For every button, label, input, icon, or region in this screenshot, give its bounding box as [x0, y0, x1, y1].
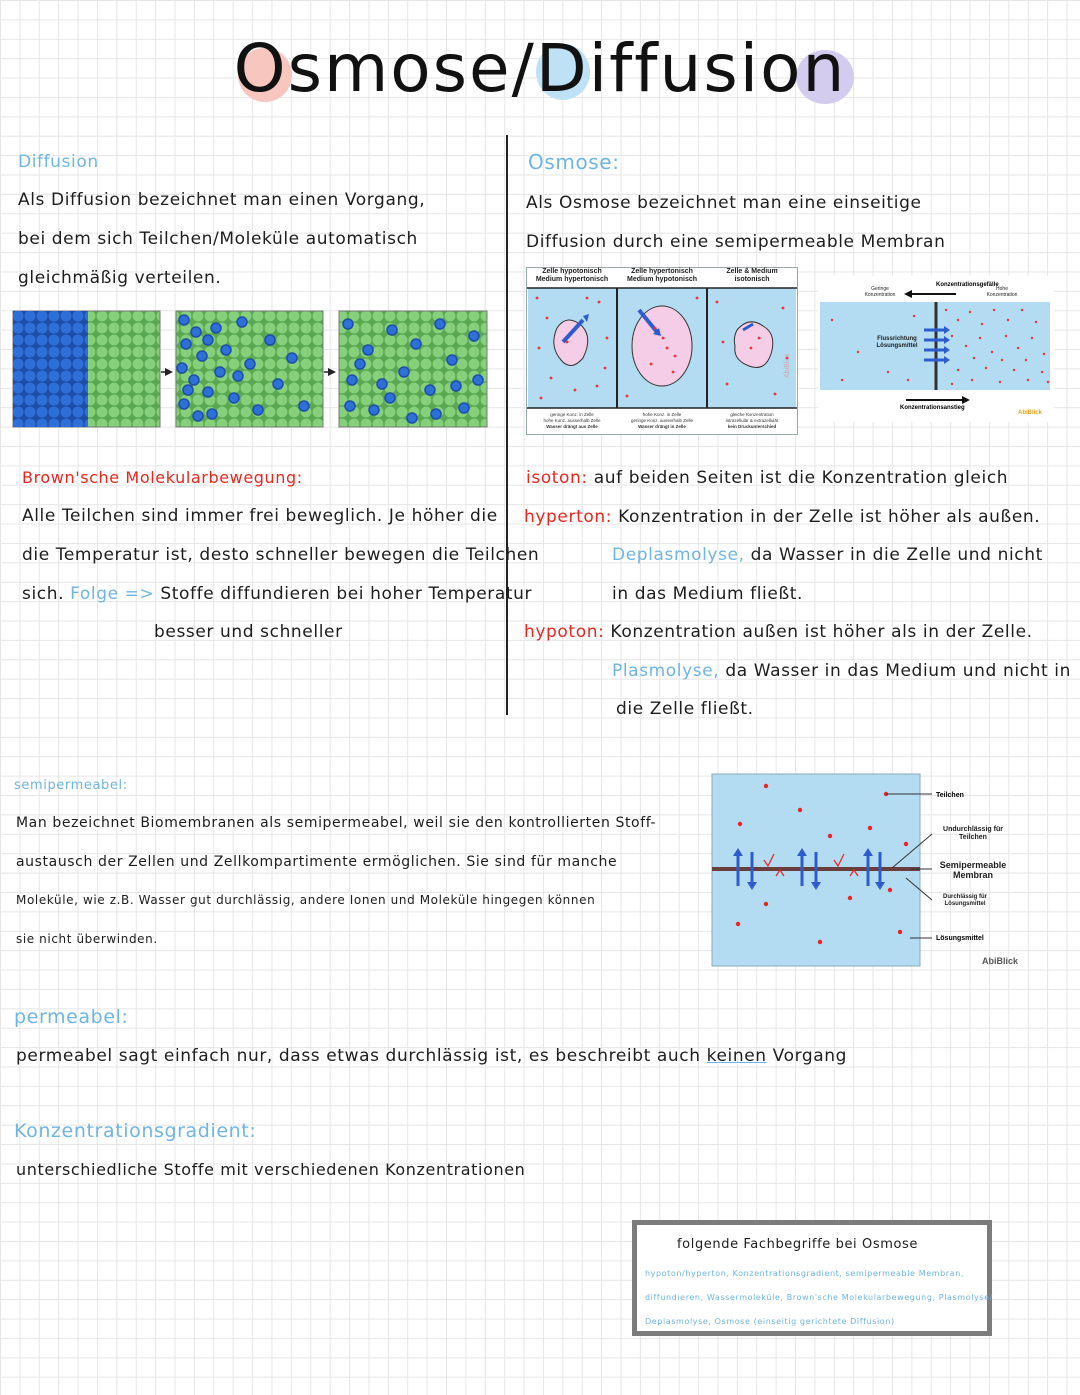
label-undurchlaessig: Undurchlässig für Teilchen [943, 826, 1003, 841]
deplasmolyse-term: Deplasmolyse, [612, 545, 745, 565]
svg-text:gleiche Konzentration: gleiche Konzentration [730, 412, 774, 417]
semipermeabel-line-1: Man bezeichnet Biomembranen als semipermeabel, weil sie den kontrollierten Stoff- [16, 815, 657, 831]
high-concentration-label: Hohe Konzentration [986, 286, 1018, 298]
brownian-line-1: Alle Teilchen sind immer frei beweglich. Je höher die [22, 506, 498, 526]
brownian-line-2: die Temperatur ist, desto schneller bewegen die Teilchen [22, 545, 540, 565]
isotonic-cell [734, 322, 772, 368]
diffusion-line-2: bei dem sich Teilchen/Moleküle automatisch [18, 229, 418, 249]
semipermeabel-line-4: sie nicht überwinden. [16, 932, 158, 946]
diffusion-line-1: Als Diffusion bezeichnet man einen Vorgang, [18, 190, 426, 210]
deplasmolyse-line-2: in das Medium fließt. [612, 584, 804, 604]
osmose-heading: Osmose: [528, 150, 620, 174]
hyperton-text: Konzentration in der Zelle ist höher als außen. [618, 507, 1041, 527]
deplasmolyse-text: da Wasser in die Zelle und nicht [750, 545, 1043, 565]
title-letter-n: n [802, 30, 847, 107]
summary-line-2: diffundieren, Wassermoleküle, Brown'sche Molekularbewegung, Plasmolyse/ [645, 1293, 993, 1302]
permeabel-text-start: permeabel sagt einfach nur, dass etwas durchlässig ist, es beschreibt auch [16, 1046, 701, 1066]
summary-title: folgende Fachbegriffe bei Osmose [677, 1237, 918, 1252]
swollen-cell [632, 306, 692, 386]
diffusion-particles-diagram [12, 310, 490, 430]
svg-text:kein Druckunterschied: kein Druckunterschied [727, 424, 777, 429]
flow-direction-label: Flussrichtung Lösungsmittel [876, 336, 918, 349]
svg-text:intrazellulär & extrazellulär: intrazellulär & extrazellulär [725, 418, 779, 423]
gradient-top-label: Konzentrationsgefälle [936, 282, 999, 288]
title-letter-o: O [233, 30, 288, 107]
page-title [0, 30, 1080, 107]
permeabel-text-end: Vorgang [772, 1046, 848, 1066]
hyperton-line [524, 507, 1040, 527]
col3-title: Zelle & Medium isotonisch [726, 268, 778, 283]
brownian-heading: Brown'sche Molekularbewegung: [22, 468, 303, 487]
diffusion-stage-1 [13, 311, 160, 427]
hypoton-text: Konzentration außen ist höher als in der Zelle. [610, 622, 1033, 642]
svg-text:Wasser drängt aus Zelle: Wasser drängt aus Zelle [546, 424, 598, 429]
brownian-line-3 [22, 584, 532, 604]
brand-label: AbiBlick [1018, 410, 1043, 416]
column-divider [506, 135, 508, 715]
folge-label: Folge => [70, 584, 155, 604]
plasmolyse-line-2: die Zelle fließt. [616, 699, 754, 719]
summary-line-1: hypoton/hyperton, Konzentrationsgradient, semipermeable Membran, [645, 1269, 965, 1278]
svg-text:geringe Konz. ausserhalb Zelle: geringe Konz. ausserhalb Zelle [630, 418, 694, 423]
gradient-text: unterschiedliche Stoffe mit verschiedenen Konzentrationen [16, 1160, 526, 1179]
semipermeabel-line-3: Moleküle, wie z.B. Wasser gut durchlässig, andere Ionen und Moleküle hingegen können [16, 893, 596, 907]
diffusion-stage-3 [339, 311, 487, 427]
svg-text:geringe Konz. in Zelle: geringe Konz. in Zelle [550, 412, 594, 417]
plasmolyse-line [612, 661, 1071, 681]
permeabel-heading: permeabel: [14, 1006, 129, 1028]
hyperton-term: hyperton: [524, 507, 613, 527]
brownian-line-3-start: sich. [22, 584, 65, 604]
plasmolyse-term: Plasmolyse, [612, 661, 720, 681]
osmosis-cells-diagram [526, 267, 798, 435]
svg-text:hohe Konz. ausserhalb Zelle: hohe Konz. ausserhalb Zelle [543, 418, 601, 423]
semipermeabel-heading: semipermeabel: [14, 778, 128, 793]
gradient-heading: Konzentrationsgradient: [14, 1120, 257, 1142]
label-durchlaessig: Durchlässig für Lösungsmittel [942, 894, 987, 907]
isoton-text: auf beiden Seiten ist die Konzentration gleich [593, 468, 1009, 488]
isoton-line [526, 468, 1008, 488]
label-membran: Semipermeable Membran [939, 860, 1007, 880]
terms-summary-box [632, 1220, 992, 1336]
diffusion-stage-2 [176, 311, 323, 427]
osmose-line-1: Als Osmose bezeichnet man eine einseitige [526, 193, 922, 213]
diffusion-line-3: gleichmäßig verteilen. [18, 268, 222, 288]
hypoton-term: hypoton: [524, 622, 605, 642]
permeabel-text [16, 1046, 847, 1066]
semipermeabel-line-2: austausch der Zellen und Zellkompartimente ermöglichen. Sie sind für manche [16, 854, 618, 870]
title-letter-d: D [535, 30, 589, 107]
title-text-2: iffusio [588, 30, 803, 107]
deplasmolyse-line [612, 545, 1043, 565]
brownian-line-3-end: Stoffe diffundieren bei hoher Temperatur [160, 584, 533, 604]
brand-label: AbiBlick [982, 956, 1019, 966]
watermark: AbiBlick [784, 353, 791, 378]
isoton-term: isoton: [526, 468, 588, 488]
label-teilchen: Teilchen [936, 792, 964, 799]
summary-line-3: Deplasmolyse, Osmose (einseitig gerichtete Diffusion) [645, 1317, 895, 1326]
brownian-line-4: besser und schneller [154, 622, 343, 642]
low-concentration-label: Geringe Konzentration [864, 286, 896, 298]
osmose-line-2: Diffusion durch eine semipermeable Membran [526, 232, 946, 252]
permeabel-text-underlined: keinen [706, 1046, 767, 1066]
svg-text:hohe Konz. in Zelle: hohe Konz. in Zelle [642, 412, 682, 417]
diffusion-heading: Diffusion [18, 152, 99, 172]
label-loesungsmittel: Lösungsmittel [936, 935, 984, 942]
plasmolyse-text: da Wasser in das Medium und nicht in [725, 661, 1071, 681]
svg-text:Wasser drängt in Zelle: Wasser drängt in Zelle [638, 424, 686, 429]
title-text-1: smose/ [287, 30, 536, 107]
col2-title: Zelle hypertonisch Medium hypotonisch [627, 268, 697, 283]
col1-title: Zelle hypotonisch Medium hypertonisch [535, 268, 609, 283]
gradient-bottom-label: Konzentrationsanstieg [900, 405, 965, 411]
hypoton-line [524, 622, 1033, 642]
